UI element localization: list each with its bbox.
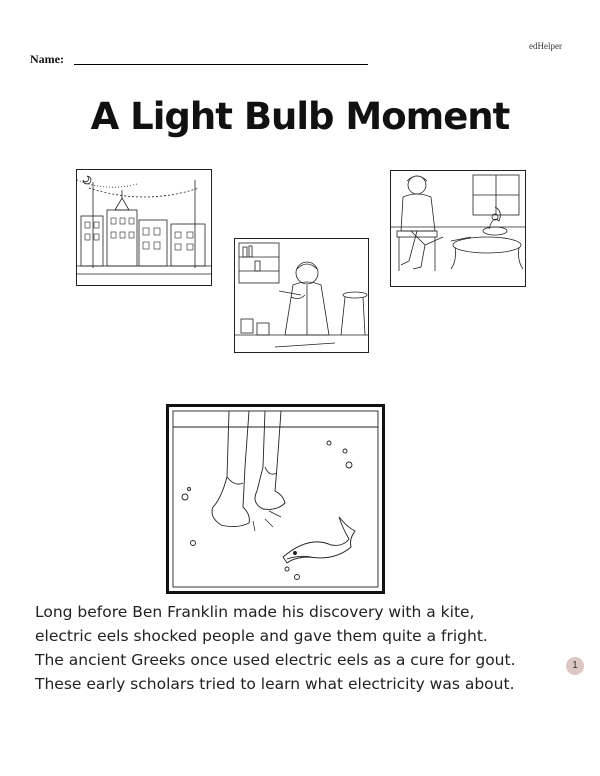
name-line[interactable] (74, 64, 368, 65)
poem (35, 600, 555, 696)
brand-label: edHelper (529, 41, 562, 51)
page-title: A Light Bulb Moment (90, 95, 510, 138)
seated-man-illustration (390, 170, 526, 287)
page-number-badge: 1 (566, 657, 584, 675)
name-label: Name: (30, 52, 64, 66)
city-night-illustration (76, 169, 212, 286)
poem-line: electric eels shocked people and gave them quite a fright. (35, 627, 488, 645)
scientist-desk-illustration (234, 238, 369, 353)
name-field[interactable] (30, 52, 370, 68)
eel-illustration (166, 404, 385, 594)
poem-line: The ancient Greeks once used electric eels as a cure for gout. (35, 651, 516, 669)
poem-line: Long before Ben Franklin made his discovery with a kite, (35, 603, 475, 621)
poem-line: These early scholars tried to learn what electricity was about. (35, 675, 515, 693)
